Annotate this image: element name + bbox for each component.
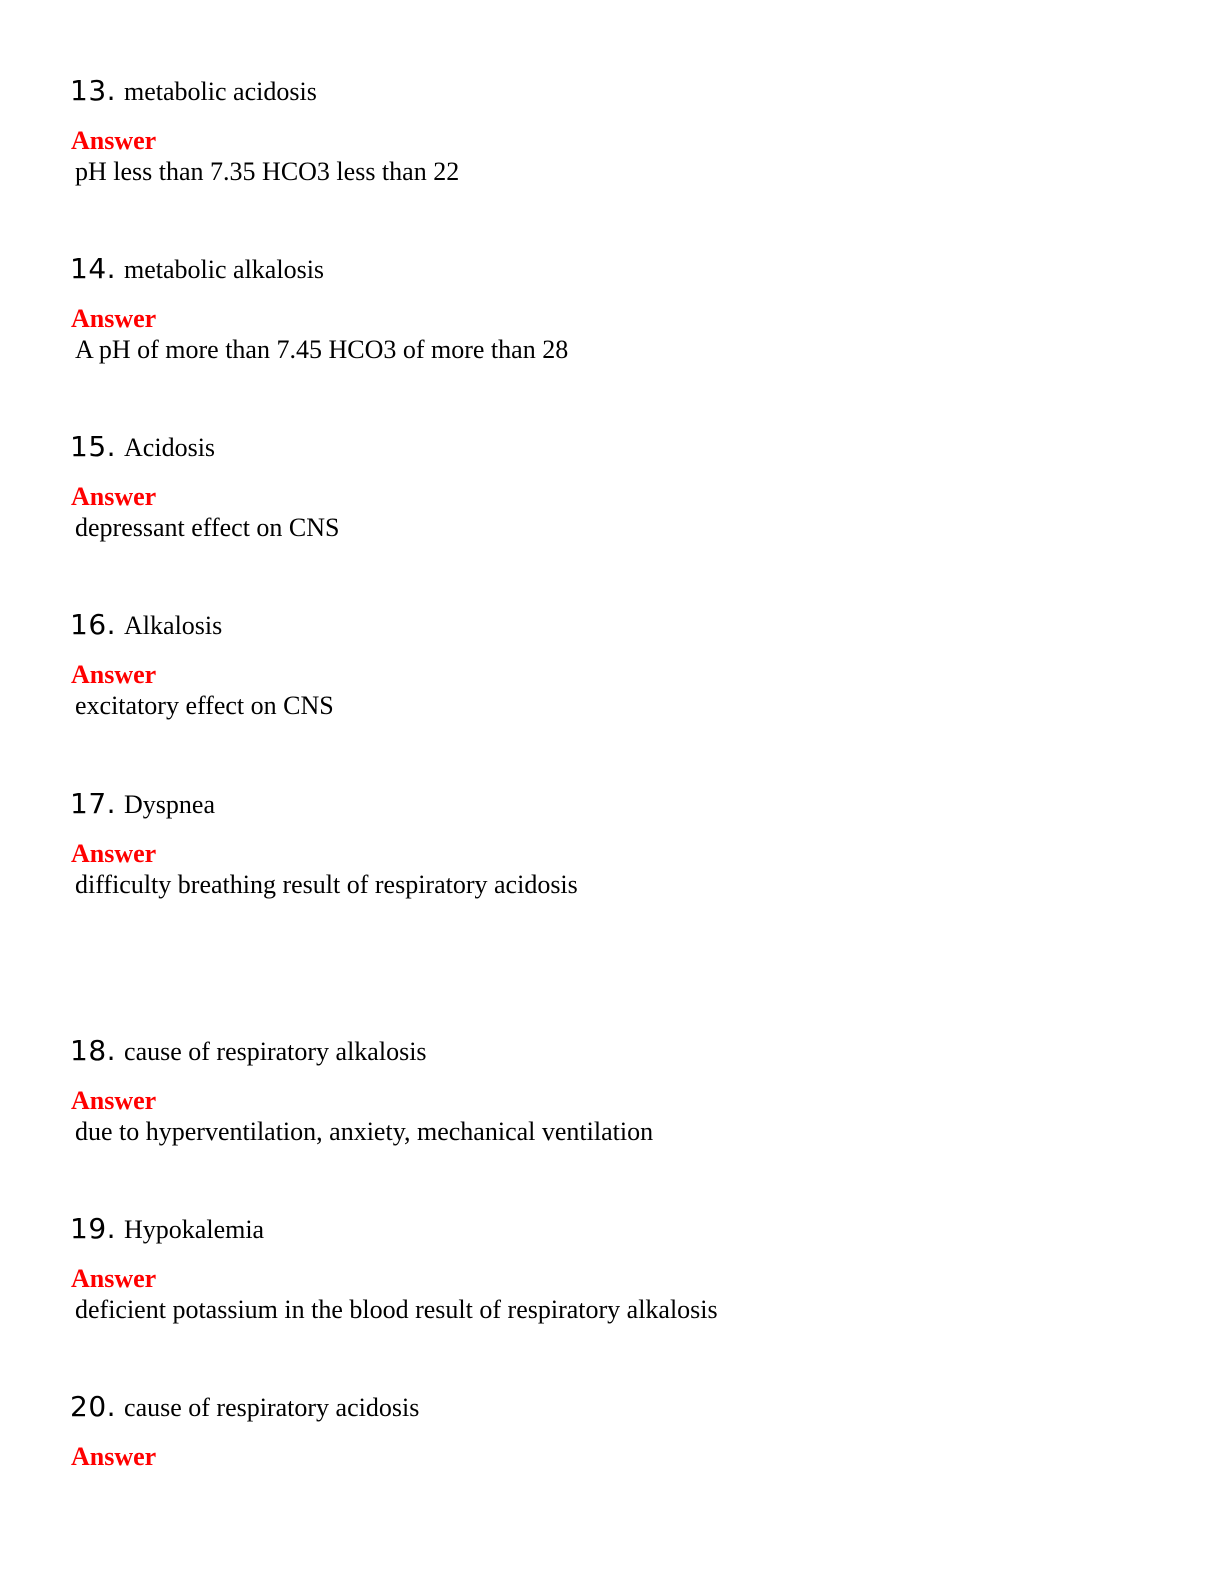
question: [70, 608, 222, 642]
question-number: 20.: [70, 1390, 117, 1423]
question-number: 16.: [70, 608, 117, 641]
answer-text: depressant effect on CNS: [75, 513, 340, 542]
question-number: 14.: [70, 252, 117, 285]
answer-label: Answer: [71, 482, 157, 511]
answer-label: Answer: [71, 304, 157, 333]
answer-label: Answer: [71, 660, 157, 689]
question-number: 15.: [70, 430, 117, 463]
question: [70, 74, 317, 108]
question-text: cause of respiratory alkalosis: [124, 1037, 427, 1066]
question-text: metabolic acidosis: [124, 77, 317, 106]
question: [70, 1212, 264, 1246]
question-text: metabolic alkalosis: [124, 255, 325, 284]
question-text: Hypokalemia: [124, 1215, 265, 1244]
question-text: cause of respiratory acidosis: [124, 1393, 420, 1422]
question-number: 17.: [70, 787, 117, 820]
answer-text: A pH of more than 7.45 HCO3 of more than 28: [75, 335, 569, 364]
answer-label: Answer: [71, 1442, 157, 1471]
question-number: 18.: [70, 1034, 117, 1067]
question: [70, 430, 215, 464]
answer-text: due to hyperventilation, anxiety, mechanical ventilation: [75, 1117, 654, 1146]
question-text: Dyspnea: [124, 790, 216, 819]
question: [70, 787, 215, 821]
answer-text: excitatory effect on CNS: [75, 691, 334, 720]
answer-text: difficulty breathing result of respiratory acidosis: [75, 870, 578, 899]
question-text: Acidosis: [124, 433, 216, 462]
answer-label: Answer: [71, 1264, 157, 1293]
answer-label: Answer: [71, 126, 157, 155]
question: [70, 1034, 427, 1068]
question: [70, 252, 324, 286]
answer-label: Answer: [71, 1086, 157, 1115]
answer-label: Answer: [71, 839, 157, 868]
answer-text: pH less than 7.35 HCO3 less than 22: [75, 157, 460, 186]
answer-text: deficient potassium in the blood result of respiratory alkalosis: [75, 1295, 718, 1324]
question-text: Alkalosis: [124, 611, 223, 640]
question: [70, 1390, 419, 1424]
question-number: 19.: [70, 1212, 117, 1245]
question-number: 13.: [70, 74, 117, 107]
